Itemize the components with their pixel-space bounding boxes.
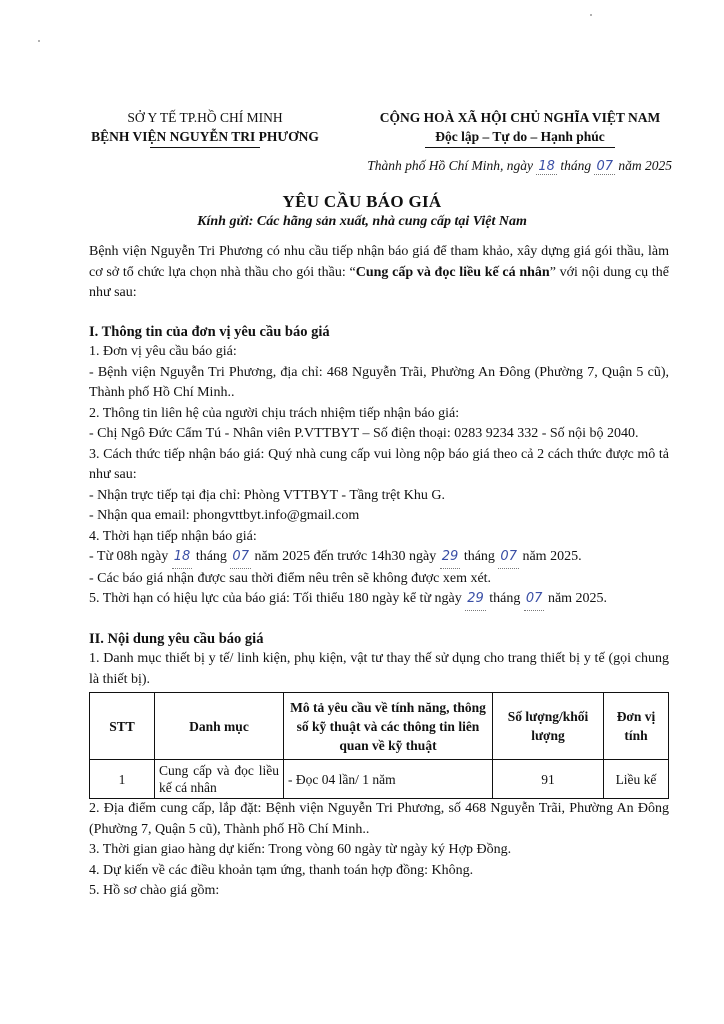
- cell-stt: 1: [90, 760, 155, 799]
- issuer-underline: [150, 147, 260, 148]
- s1-item3: 3. Cách thức tiếp nhận báo giá: Quý nhà cung cấp vui lòng nộp báo giá theo cả 2 cách thức được mô tả như sau:: [89, 446, 669, 482]
- table-header-row: [90, 693, 669, 760]
- document-body: [89, 242, 669, 902]
- receive-start-day: 18: [172, 547, 193, 569]
- package-name: Cung cấp và đọc liều kế cá nhân: [355, 264, 550, 280]
- s1-item2: 2. Thông tin liên hệ của người chịu trách nhiệm tiếp nhận báo giá:: [89, 405, 460, 421]
- issuer-block: [70, 110, 340, 148]
- s1-item4: 4. Thời hạn tiếp nhận báo giá:: [89, 528, 257, 544]
- equipment-table: [89, 692, 669, 799]
- document-recipient: Kính gửi: Các hãng sản xuất, nhà cung cấp tại Việt Nam: [197, 214, 527, 229]
- cell-unit: Liều kế: [604, 760, 669, 799]
- s1-item2-detail: - Chị Ngô Đức Cẩm Tú - Nhân viên P.VTTBYT – Số điện thoại: 0283 9234 332 - Số nội bộ 2040.: [89, 426, 639, 441]
- col-header-spec: Mô tả yêu cầu về tính năng, thông số kỹ thuật và các thông tin liên quan về kỹ thuật: [284, 693, 493, 760]
- col-header-item: Danh mục: [155, 693, 284, 760]
- s1-item4-b: - Các báo giá nhận được sau thời điểm nêu trên sẽ không được xem xét.: [89, 570, 492, 586]
- intro-paragraph: Bệnh viện Nguyễn Tri Phương có nhu cầu tiếp nhận báo giá để tham khảo, xây dựng giá gói thầu, làm cơ sở tổ chức lựa chọn nhà thầu cho gói thầu: “Cung cấp và đọc liều kế cá nhân” với nội dung cụ thể như sau:: [89, 244, 669, 300]
- date-month: 07: [596, 159, 613, 174]
- cell-item: Cung cấp và đọc liều kế cá nhân: [155, 760, 284, 799]
- date-line: [360, 158, 672, 175]
- col-header-stt: STT: [90, 693, 155, 760]
- s2-item2: 2. Địa điểm cung cấp, lắp đặt: Bệnh viện Nguyễn Tri Phương, số 468 Nguyễn Trãi, Phường An Đông (Phường 7, Quận 5 cũ), Thành phố Hồ Chí Minh..: [89, 801, 669, 837]
- date-day: 18: [538, 159, 555, 174]
- date-year: năm 2025: [618, 158, 672, 173]
- s2-item4: 4. Dự kiến về các điều khoản tạm ứng, thanh toán hợp đồng: Không.: [89, 862, 474, 878]
- s1-item1-detail: - Bệnh viện Nguyễn Tri Phương, địa chỉ: 468 Nguyễn Trãi, Phường An Đông (Phường 7, Quận 5 cũ), Thành phố Hồ Chí Minh..: [89, 364, 669, 400]
- national-motto: Độc lập – Tự do – Hạnh phúc: [435, 129, 605, 144]
- section1-heading: I. Thông tin của đơn vị yêu cầu báo giá: [89, 323, 330, 340]
- s1-item1: 1. Đơn vị yêu cầu báo giá:: [89, 344, 237, 359]
- col-header-quantity: Số lượng/khối lượng: [493, 693, 604, 760]
- validity-month: 07: [524, 589, 545, 611]
- s1-item3-b: - Nhận qua email: phongvttbyt.info@gmail.com: [89, 508, 360, 523]
- receive-end-month: 07: [498, 547, 519, 569]
- scan-speck: [38, 40, 40, 42]
- receive-start-month: 07: [230, 547, 251, 569]
- validity-day: 29: [465, 589, 486, 611]
- s1-item3-a: - Nhận trực tiếp tại địa chỉ: Phòng VTTBYT - Tầng trệt Khu G.: [89, 487, 445, 503]
- col-header-unit: Đơn vị tính: [604, 693, 669, 760]
- date-prefix: Thành phố Hồ Chí Minh, ngày: [367, 158, 534, 173]
- s2-item1: 1. Danh mục thiết bị y tế/ linh kiện, phụ kiện, vật tư thay thế sử dụng cho trang thiết bị y tế (gọi chung là thiết bị).: [89, 651, 669, 687]
- national-name: CỘNG HOÀ XÃ HỘI CHỦ NGHĨA VIỆT NAM: [379, 110, 661, 125]
- date-month-label: tháng: [560, 158, 592, 173]
- table-row: [90, 760, 669, 799]
- section2-heading: II. Nội dung yêu cầu báo giá: [89, 630, 264, 647]
- cell-quantity: 91: [493, 760, 604, 799]
- issuer-department: SỞ Y TẾ TP.HỒ CHÍ MINH: [127, 110, 283, 125]
- s2-item5: 5. Hồ sơ chào giá gồm:: [89, 883, 220, 898]
- national-motto-block: [360, 110, 680, 148]
- issuer-hospital: BỆNH VIỆN NGUYỄN TRI PHƯƠNG: [91, 129, 319, 144]
- s1-item5: 5. Thời hạn có hiệu lực của báo giá: Tối thiểu 180 ngày kể từ ngày 29 tháng 07 năm 2025.: [89, 589, 669, 611]
- motto-underline: [425, 147, 615, 148]
- receive-end-day: 29: [440, 547, 461, 569]
- s1-item4-a: - Từ 08h ngày 18 tháng 07 năm 2025 đến trước 14h30 ngày 29 tháng 07 năm 2025.: [89, 547, 669, 569]
- cell-spec: - Đọc 04 lần/ 1 năm: [284, 760, 493, 799]
- s2-item3: 3. Thời gian giao hàng dự kiến: Trong vòng 60 ngày từ ngày ký Hợp Đồng.: [89, 842, 512, 857]
- scan-speck: [590, 14, 592, 16]
- document-title: YÊU CẦU BÁO GIÁ: [282, 192, 442, 211]
